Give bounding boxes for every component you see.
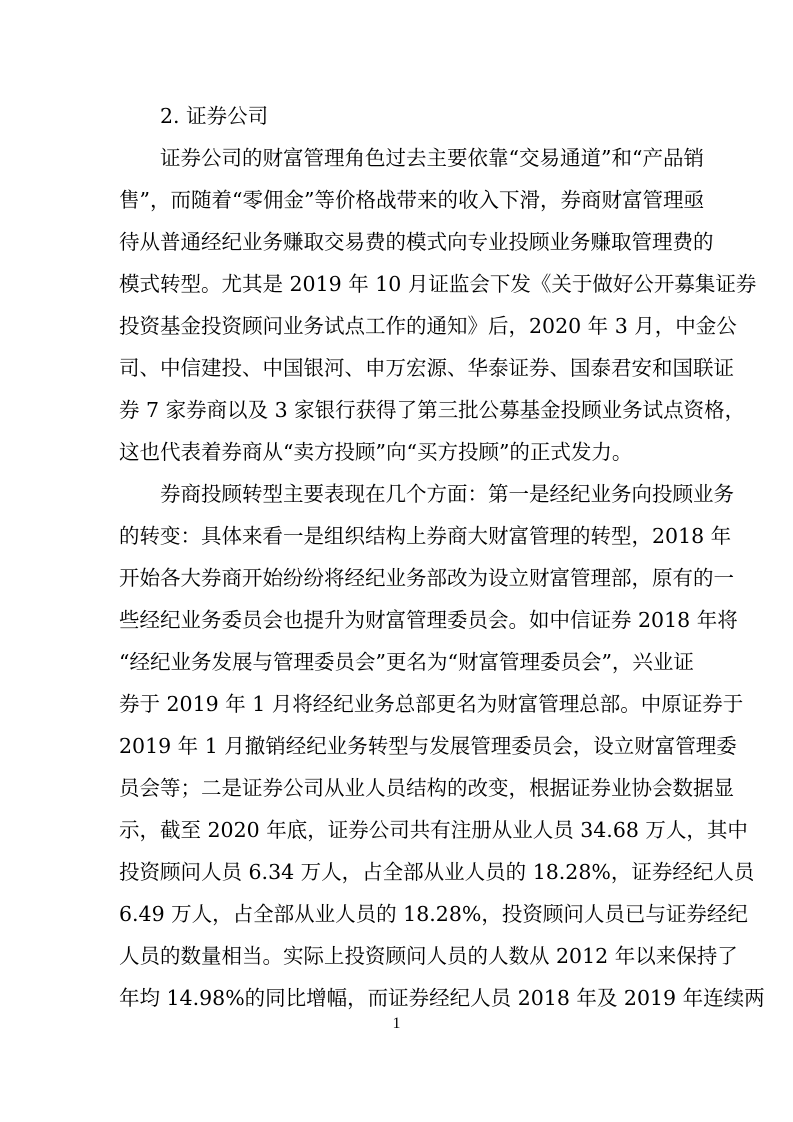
paragraph-1-line: 投资基金投资顾问业务试点工作的通知》后，2020 年 3 月，中金公 — [119, 314, 737, 338]
paragraph-2-line: 年均 14.98%的同比增幅，而证券经纪人员 2018 年及 2019 年连续两 — [119, 986, 765, 1010]
paragraph-1-line: 证券公司的财富管理角色过去主要依靠“交易通道”和“产品销 — [160, 146, 704, 170]
paragraph-2-line: “经纪业务发展与管理委员会”更名为“财富管理委员会”，兴业证 — [119, 650, 694, 674]
paragraph-2-line: 示，截至 2020 年底，证券公司共有注册从业人员 34.68 万人，其中 — [119, 818, 748, 842]
paragraph-1-line: 售”，而随着“零佣金”等价格战带来的收入下滑，券商财富管理亟 — [119, 188, 704, 212]
paragraph-2-line: 2019 年 1 月撤销经纪业务转型与发展管理委员会，设立财富管理委 — [119, 734, 737, 758]
section-heading: 2. 证券公司 — [160, 104, 269, 128]
paragraph-1-line: 券 7 家券商以及 3 家银行获得了第三批公募基金投顾业务试点资格， — [119, 398, 746, 422]
paragraph-1-line: 待从普通经纪业务赚取交易费的模式向专业投顾业务赚取管理费的 — [119, 230, 714, 254]
paragraph-2-line: 的转变：具体来看一是组织结构上券商大财富管理的转型，2018 年 — [119, 524, 732, 548]
page-number: 1 — [392, 1015, 401, 1032]
paragraph-2-line: 投资顾问人员 6.34 万人，占全部从业人员的 18.28%，证券经纪人员 — [119, 860, 755, 884]
paragraph-2-line: 6.49 万人，占全部从业人员的 18.28%，投资顾问人员已与证券经纪 — [119, 902, 748, 926]
paragraph-2-line: 开始各大券商开始纷纷将经纪业务部改为设立财富管理部，原有的一 — [119, 566, 734, 590]
paragraph-2-line: 券于 2019 年 1 月将经纪业务总部更名为财富管理总部。中原证券于 — [119, 692, 744, 716]
paragraph-2-line: 券商投顾转型主要表现在几个方面：第一是经纪业务向投顾业务 — [160, 482, 734, 506]
paragraph-1-line: 司、中信建投、中国银河、申万宏源、华泰证券、国泰君安和国联证 — [119, 356, 734, 380]
paragraph-2-line: 人员的数量相当。实际上投资顾问人员的人数从 2012 年以来保持了 — [119, 944, 738, 968]
paragraph-2-line: 员会等；二是证券公司从业人员结构的改变，根据证券业协会数据显 — [119, 776, 734, 800]
paragraph-1-line: 这也代表着券商从“卖方投顾”向“买方投顾”的正式发力。 — [119, 440, 633, 464]
paragraph-2-line: 些经纪业务委员会也提升为财富管理委员会。如中信证券 2018 年将 — [119, 608, 738, 632]
paragraph-1-line: 模式转型。尤其是 2019 年 10 月证监会下发《关于做好公开募集证券 — [119, 272, 757, 296]
